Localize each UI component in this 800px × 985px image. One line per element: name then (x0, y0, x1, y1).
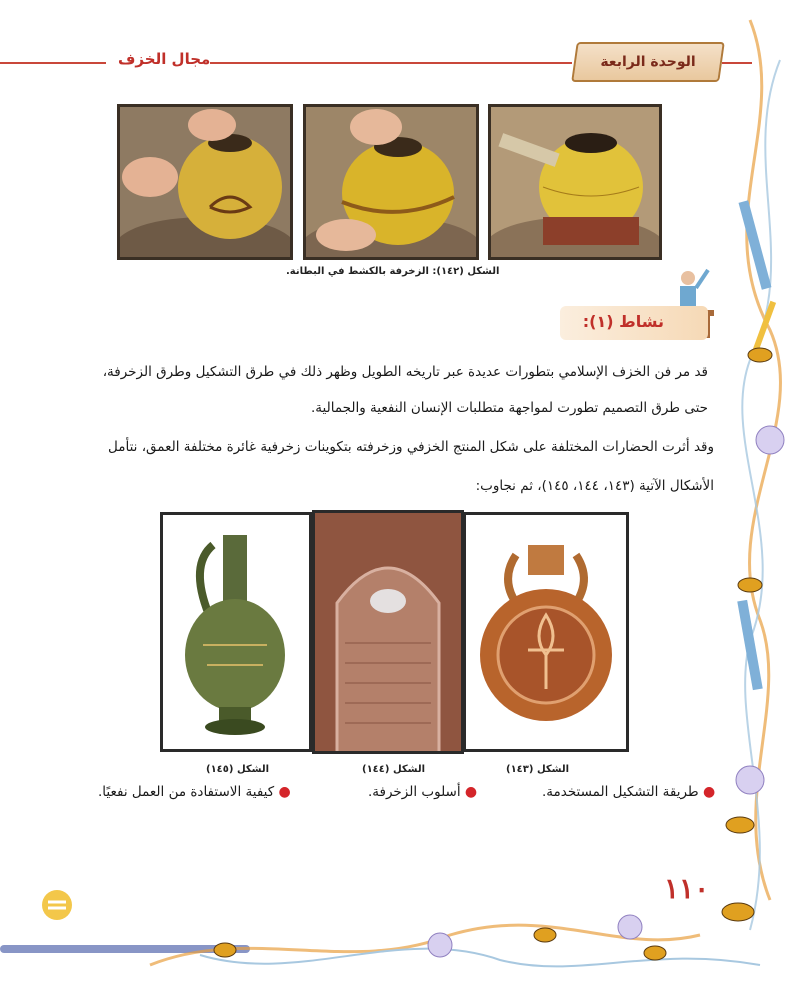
bullet-dot-icon: ● (278, 784, 291, 800)
page-number: ١١٠ (664, 872, 710, 905)
bullet-dot-icon: ● (464, 784, 478, 800)
photo-142-left (117, 104, 293, 260)
carved-panel-illustration (315, 513, 461, 751)
bullet-forming-method-text: طريقة التشكيل المستخدمة. (542, 784, 699, 800)
figure-143-photo (463, 512, 629, 752)
bronze-ewer-illustration (163, 515, 309, 749)
activity-badge (560, 306, 708, 340)
header-rule-left (0, 62, 106, 64)
photo-142-middle (303, 104, 479, 260)
publisher-logo-icon (40, 888, 74, 922)
carving-step-3-illustration (491, 107, 659, 257)
header-rule-middle (210, 62, 572, 64)
bullet-dot-icon: ● (702, 784, 716, 800)
figure-144-photo (312, 510, 464, 754)
bullet-utility (98, 784, 291, 800)
figure-144-caption: الشكل (١٤٤) (362, 764, 426, 775)
activity-paragraph-3: وقد أثرت الحضارات المختلفة على شكل المنتج الخزفي وزخرفته بتكوينات زخرفية غائرة مختلفة العمق، نتأمل (108, 439, 714, 455)
pilgrim-flask-illustration (466, 515, 626, 749)
bullet-forming-method (542, 784, 715, 800)
bullet-utility-text: كيفية الاستفادة من العمل نفعيًا. (98, 784, 275, 800)
carving-step-2-illustration (306, 107, 476, 257)
unit-badge-label: الوحدة الرابعة (600, 54, 696, 70)
activity-paragraph-2: حتى طرق التصميم تطورت لمواجهة متطلبات الإنسان النفعية والجمالية. (310, 400, 708, 416)
activity-paragraph-4: الأشكال الآتية (١٤٣، ١٤٤، ١٤٥)، ثم نجاوب: (475, 478, 714, 494)
section-title: مجال الخزف (118, 50, 211, 68)
figure-142-caption: الشكل (١٤٢): الزخرفة بالكشط في البطانة. (286, 266, 500, 277)
activity-title: نشاط (١): (582, 312, 664, 331)
activity-paragraph-1: قد مر فن الخزف الإسلامي بتطورات عديدة عبر تاريخه الطويل وظهر ذلك في طرق التشكيل وطرق الزخرفة، (102, 364, 708, 380)
bullet-decoration-style-text: أسلوب الزخرفة. (368, 784, 461, 800)
bottom-floral-decoration (0, 905, 800, 985)
figure-143-caption: الشكل (١٤٣) (506, 764, 570, 775)
carving-step-1-illustration (120, 107, 290, 257)
bullet-decoration-style (368, 784, 477, 800)
photo-142-right (488, 104, 662, 260)
figure-145-caption: الشكل (١٤٥) (206, 764, 270, 775)
figure-145-photo (160, 512, 312, 752)
